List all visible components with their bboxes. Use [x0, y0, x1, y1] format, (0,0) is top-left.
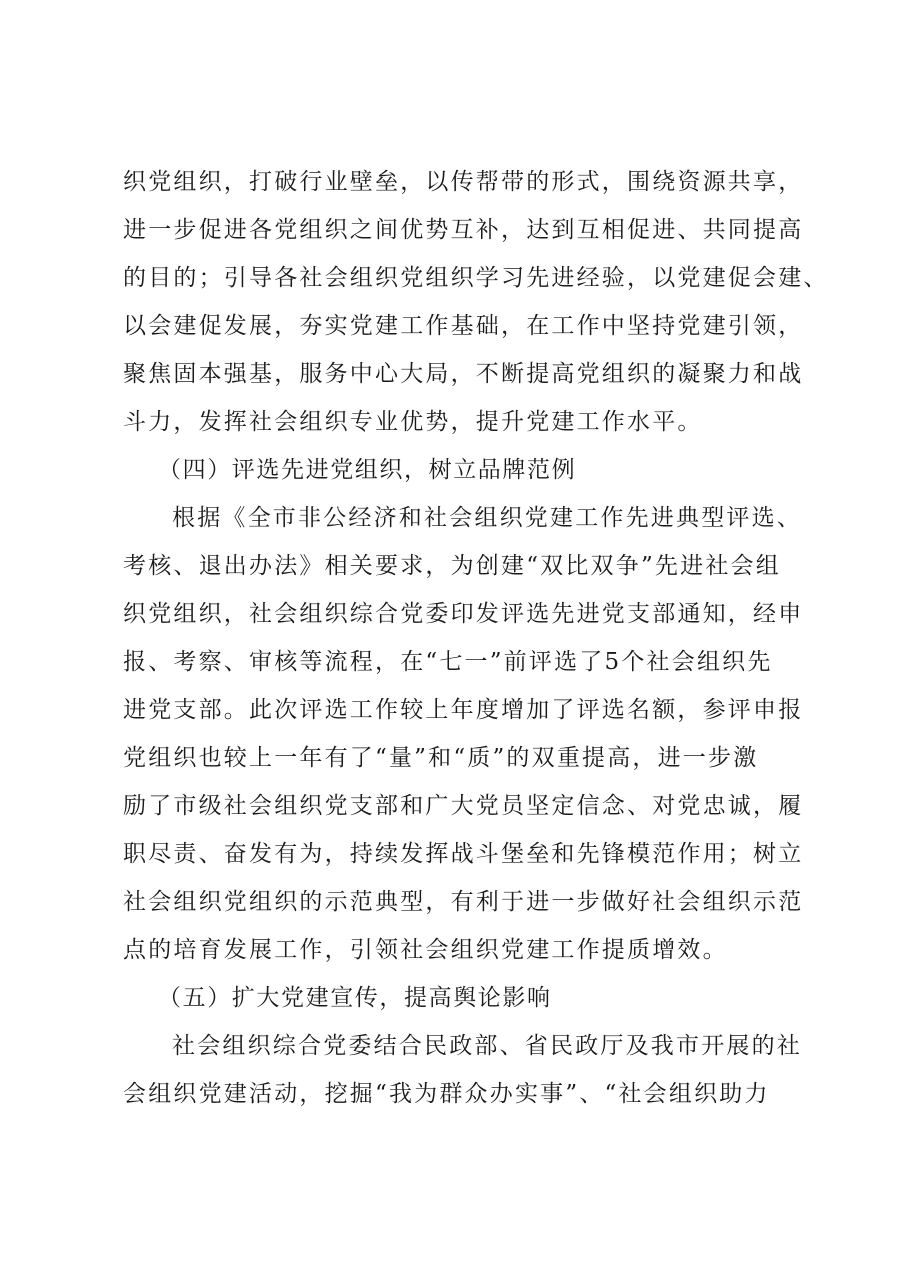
- paragraph-line: 进党支部。此次评选工作较上年度增加了评选名额，参评申报: [123, 697, 804, 723]
- paragraph-line: 党组织也较上一年有了“量”和“质”的双重提高，进一步激: [123, 745, 759, 771]
- section-heading-5: （五）扩大党建宣传，提高舆论影响: [158, 985, 552, 1011]
- paragraph-line: 织党组织，打破行业壁垒，以传帮带的形式，围绕资源共享，: [123, 169, 804, 195]
- paragraph-first-line: 社会组织综合党委结合民政部、省民政厅及我市开展的社: [172, 1033, 802, 1059]
- paragraph-line: 社会组织党组织的示范典型，有利于进一步做好社会组织示范: [123, 889, 804, 915]
- paragraph-line: 考核、退出办法》相关要求，为创建“双比双争”先进社会组: [123, 553, 781, 579]
- paragraph-line: 进一步促进各党组织之间优势互补，达到互相促进、共同提高: [123, 217, 804, 243]
- paragraph-line: 励了市级社会组织党支部和广大党员坚定信念、对党忠诚，履: [123, 793, 804, 819]
- paragraph-line: 职尽责、奋发有为，持续发挥战斗堡垒和先锋模范作用；树立: [123, 841, 804, 867]
- paragraph-first-line: 根据《全市非公经济和社会组织党建工作先进典型评选、: [172, 505, 802, 531]
- paragraph-line: 以会建促发展，夯实党建工作基础，在工作中坚持党建引领，: [123, 313, 804, 339]
- paragraph-line: 点的培育发展工作，引领社会组织党建工作提质增效。: [123, 937, 728, 963]
- paragraph-line: 会组织党建活动，挖掘“我为群众办实事”、“社会组织助力: [123, 1081, 770, 1107]
- paragraph-line: 的目的；引导各社会组织党组织学习先进经验，以党建促会建、: [123, 265, 829, 291]
- paragraph-line: 聚焦固本强基，服务中心大局，不断提高党组织的凝聚力和战: [123, 361, 804, 387]
- paragraph-line: 斗力，发挥社会组织专业优势，提升党建工作水平。: [123, 409, 703, 435]
- section-heading-4: （四）评选先进党组织，树立品牌范例: [158, 457, 577, 483]
- paragraph-line: 报、考察、审核等流程，在“七一”前评选了5个社会组织先: [123, 649, 773, 675]
- paragraph-line: 织党组织，社会组织综合党委印发评选先进党支部通知，经申: [123, 601, 804, 627]
